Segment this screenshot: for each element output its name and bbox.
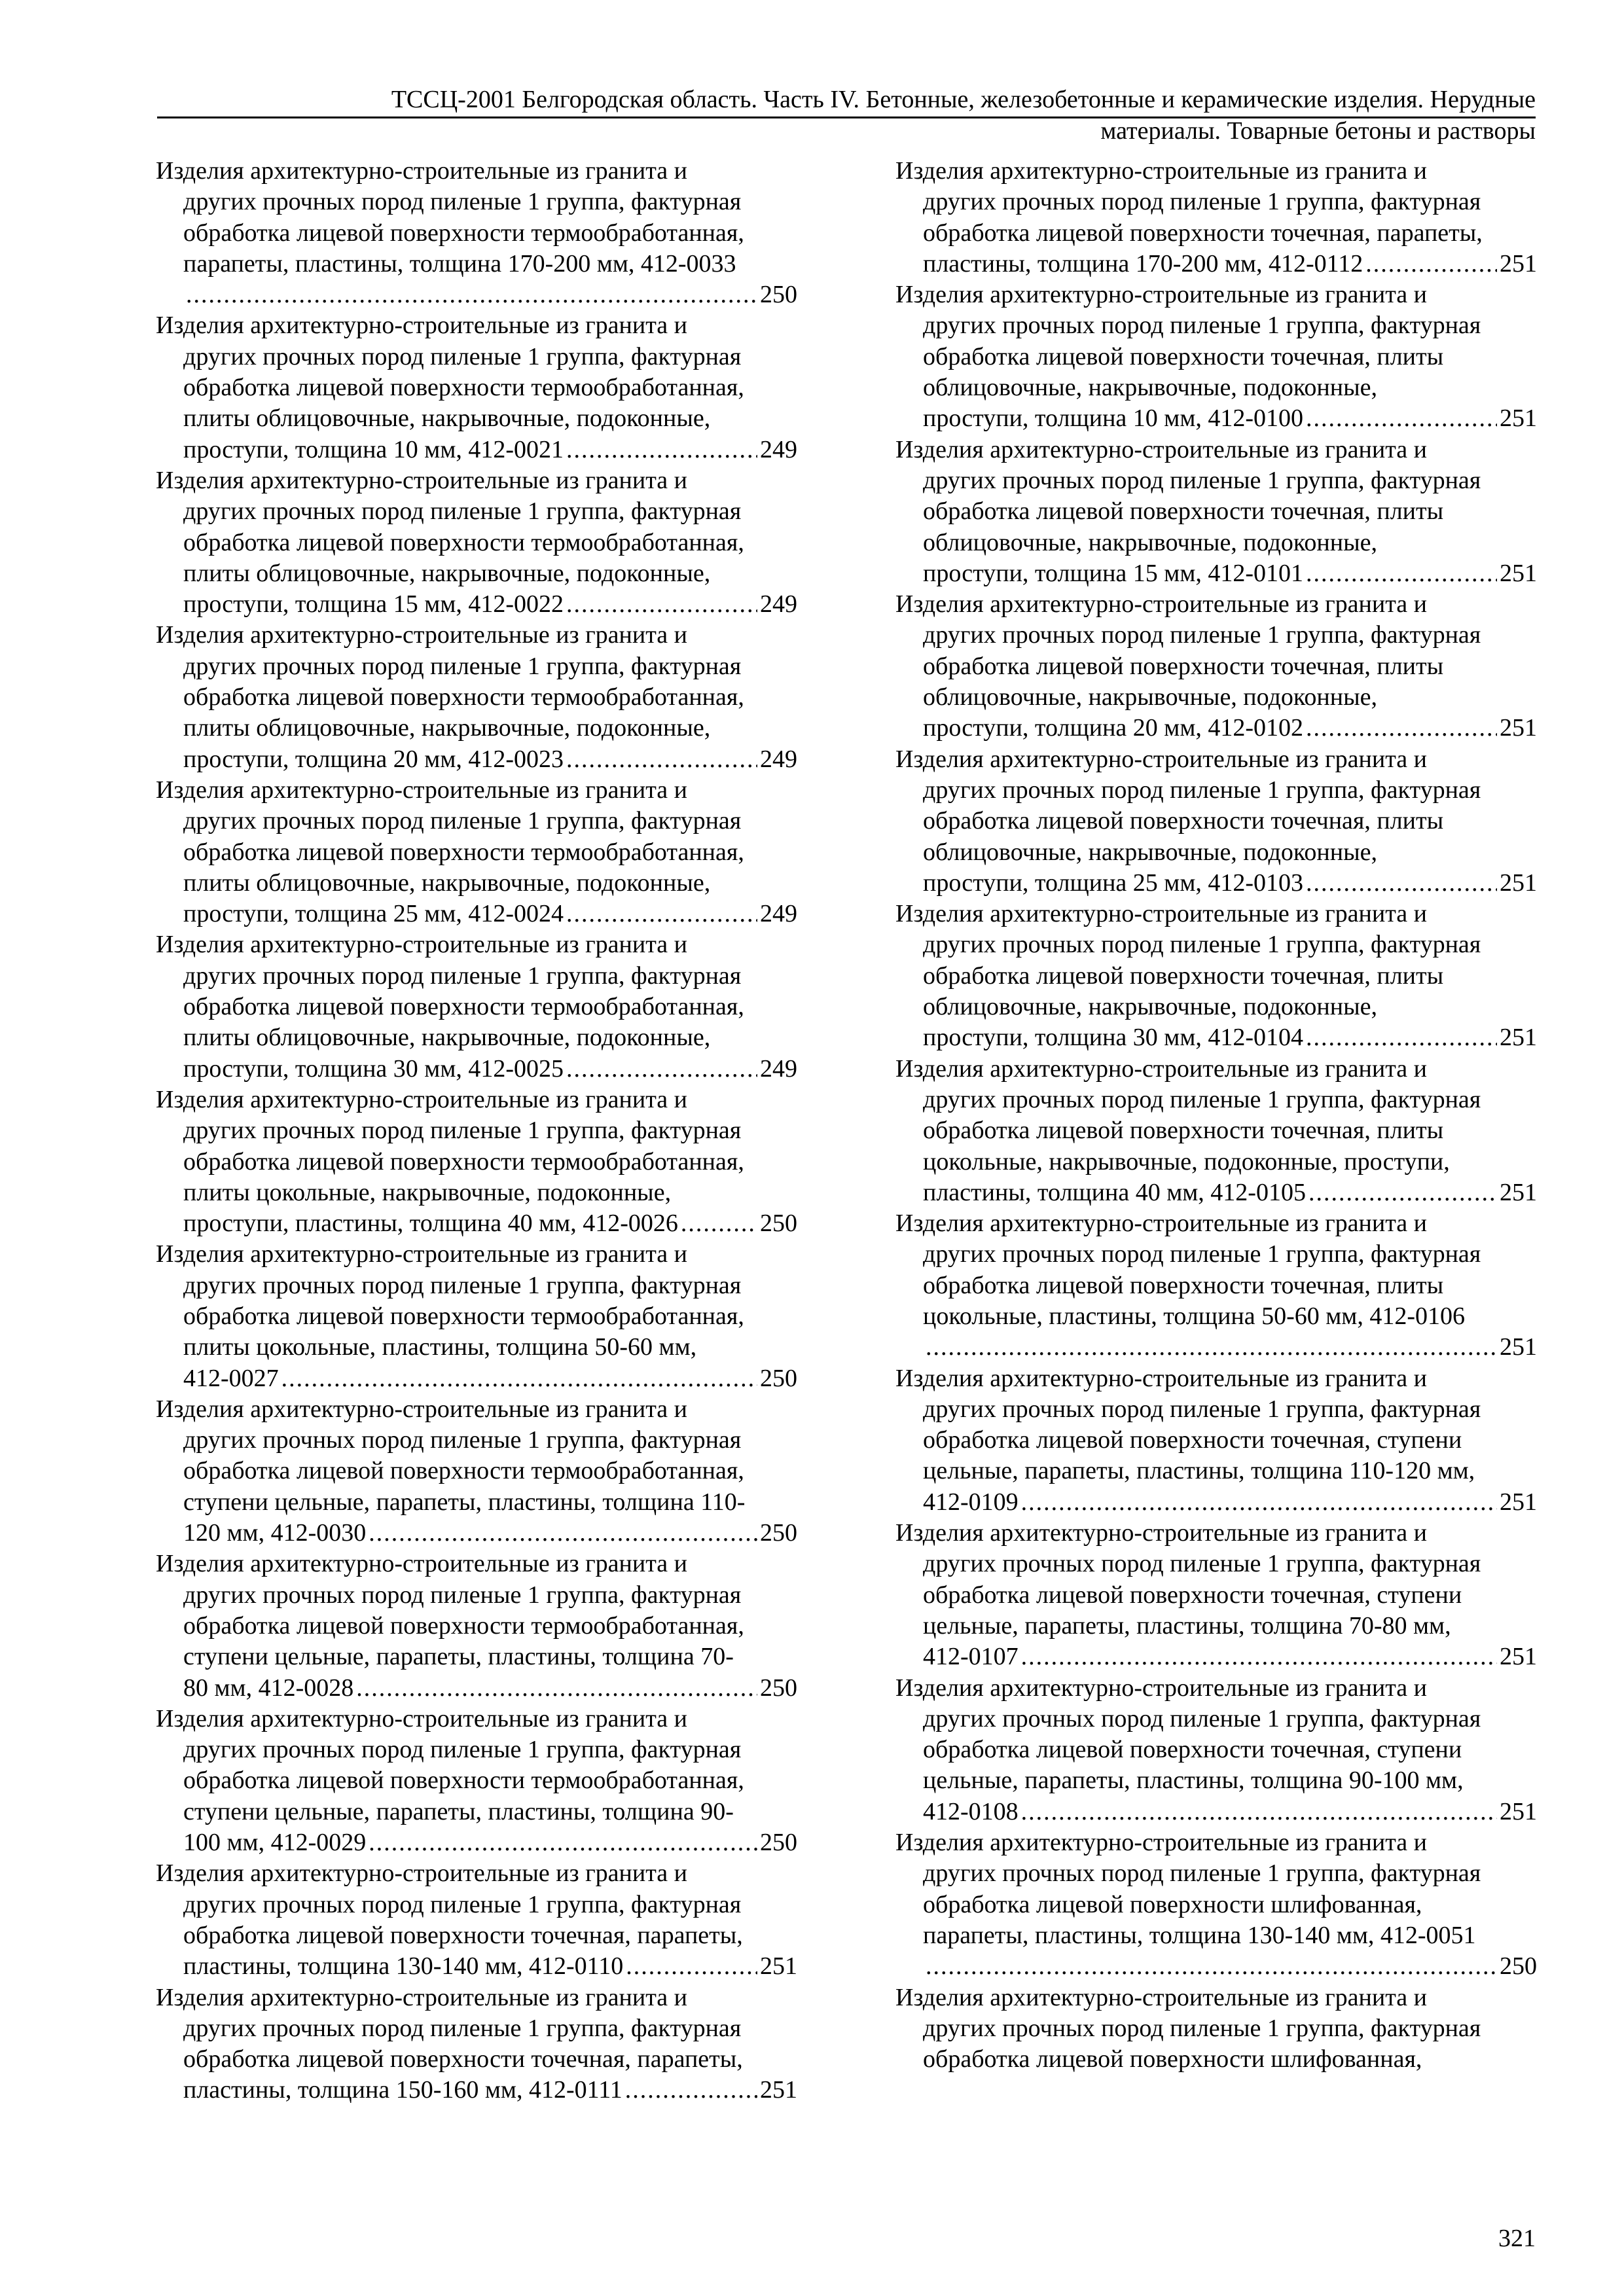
dot-leader: [1308, 1177, 1497, 1208]
index-entry-line: парапеты, пластины, толщина 170-200 мм, 412-0033: [183, 249, 736, 278]
index-entry-line: Изделия архитектурно-строительные из гранита и: [895, 1054, 1427, 1083]
index-entry-line: облицовочные, накрывочные, подоконные,: [923, 838, 1377, 866]
index-column-right: [895, 156, 1537, 2075]
index-entry-line: Изделия архитектурно-строительные из гранита и: [895, 745, 1427, 773]
index-entry-tail: 412-0108: [923, 1797, 1019, 1825]
running-header: [157, 84, 1536, 147]
index-entry-line: других прочных пород пиленые 1 группа, фактурная: [923, 1085, 1481, 1113]
index-entry-line: обработка лицевой поверхности точечная, плиты: [923, 1271, 1444, 1299]
index-entry-line: других прочных пород пиленые 1 группа, фактурная: [183, 1271, 742, 1299]
index-entry-line: плиты цокольные, пластины, толщина 50-60 мм,: [183, 1333, 697, 1361]
index-entry-leader-row: [895, 249, 1537, 279]
index-entry-tail: проступи, толщина 10 мм, 412-0021: [183, 435, 564, 463]
index-entry: [156, 620, 797, 774]
index-entry-line: плиты облицовочные, накрывочные, подоконные,: [183, 1024, 711, 1052]
index-entry-leader-row: [895, 1332, 1537, 1363]
index-entry-line: обработка лицевой поверхности термообработанная,: [183, 838, 744, 866]
index-entry: [156, 929, 797, 1084]
index-entry-tail: 80 мм, 412-0028: [183, 1674, 354, 1702]
index-entry-line: других прочных пород пиленые 1 группа, фактурная: [183, 342, 742, 370]
index-entry-line: других прочных пород пиленые 1 группа, фактурная: [923, 1550, 1481, 1578]
index-entry: [156, 1982, 797, 2106]
index-entry-leader-row: [895, 1022, 1537, 1053]
index-entry-line: Изделия архитектурно-строительные из гранита и: [895, 435, 1427, 463]
index-entry-leader-row: [156, 744, 797, 775]
index-entry-line: Изделия архитектурно-строительные из гранита и: [156, 1085, 687, 1113]
index-entry-line: плиты облицовочные, накрывочные, подоконные,: [183, 559, 711, 587]
dot-leader: [1365, 249, 1497, 279]
index-entry-line: обработка лицевой поверхности термообработанная,: [183, 528, 744, 556]
index-entry: [156, 1239, 797, 1393]
index-entry-page-ref: 251: [1500, 1488, 1537, 1516]
index-entry-tail: пластины, толщина 150-160 мм, 412-0111: [183, 2076, 623, 2104]
index-entry-page-ref: 249: [760, 590, 797, 619]
index-entry-tail: пластины, толщина 130-140 мм, 412-0110: [183, 1952, 624, 1981]
index-entry-line: цельные, парапеты, пластины, толщина 70-80 мм,: [923, 1611, 1451, 1640]
running-header-line-1: ТССЦ-2001 Белгородская область. Часть IV. Бетонные, железобетонные и керамические изделия. Нерудные: [391, 86, 1536, 113]
dot-leader: [926, 1951, 1497, 1982]
index-entry-page-ref: 249: [760, 745, 797, 773]
index-entry-line: обработка лицевой поверхности термообработанная,: [183, 1457, 744, 1485]
index-entry-page-ref: 251: [1500, 559, 1537, 587]
index-entry-line: Изделия архитектурно-строительные из гранита и: [895, 1364, 1427, 1392]
index-entry-line: плиты облицовочные, накрывочные, подоконные,: [183, 869, 711, 897]
index-entry-page-ref: 251: [1500, 1178, 1537, 1206]
index-entry-line: обработка лицевой поверхности точечная, плиты: [923, 807, 1444, 835]
index-entry-leader-row: [156, 279, 797, 310]
index-entry: [895, 1827, 1537, 1982]
dot-leader: [186, 279, 757, 310]
index-entry-line: обработка лицевой поверхности термообработанная,: [183, 993, 744, 1021]
index-entry-line: обработка лицевой поверхности точечная, парапеты,: [923, 219, 1483, 247]
index-entry-tail: пластины, толщина 170-200 мм, 412-0112: [923, 249, 1363, 278]
index-entry-tail: проступи, толщина 30 мм, 412-0025: [183, 1054, 564, 1083]
index-entry-line: других прочных пород пиленые 1 группа, фактурная: [923, 1395, 1481, 1423]
index-entry-line: других прочных пород пиленые 1 группа, фактурная: [923, 1859, 1481, 1888]
index-entry-page-ref: 251: [1500, 1643, 1537, 1671]
dot-leader: [566, 435, 757, 465]
index-entry-line: цокольные, накрывочные, подоконные, проступи,: [923, 1147, 1450, 1175]
index-entry-line: Изделия архитектурно-строительные из гранита и: [156, 312, 687, 340]
index-entry-line: других прочных пород пиленые 1 группа, фактурная: [923, 466, 1481, 494]
index-entry-line: плиты облицовочные, накрывочные, подоконные,: [183, 714, 711, 742]
index-entry-line: других прочных пород пиленые 1 группа, фактурная: [183, 961, 742, 990]
index-entry-line: других прочных пород пиленые 1 группа, фактурная: [183, 652, 742, 680]
index-entry-line: других прочных пород пиленые 1 группа, фактурная: [923, 931, 1481, 959]
index-entry-line: других прочных пород пиленые 1 группа, фактурная: [183, 1581, 742, 1609]
index-entry: [156, 1704, 797, 1858]
index-entry-page-ref: 249: [760, 435, 797, 463]
dot-leader: [625, 2075, 757, 2106]
index-entry-leader-row: [895, 868, 1537, 899]
index-entry-leader-row: [156, 899, 797, 929]
index-entry-line: плиты облицовочные, накрывочные, подоконные,: [183, 404, 711, 433]
index-entry-line: облицовочные, накрывочные, подоконные,: [923, 993, 1377, 1021]
index-entry-line: обработка лицевой поверхности термообработанная,: [183, 374, 744, 402]
dot-leader: [1021, 1797, 1497, 1827]
index-entry-line: Изделия архитектурно-строительные из гранита и: [895, 1519, 1427, 1547]
index-entry: [156, 1085, 797, 1239]
index-entry: [895, 1208, 1537, 1363]
index-entry-leader-row: [156, 1518, 797, 1549]
index-entry-line: обработка лицевой поверхности точечная, плиты: [923, 497, 1444, 526]
index-entry-line: обработка лицевой поверхности термообработанная,: [183, 683, 744, 711]
index-entry-line: Изделия архитектурно-строительные из гранита и: [156, 1704, 687, 1732]
dot-leader: [1021, 1487, 1497, 1518]
index-entry-tail: пластины, толщина 40 мм, 412-0105: [923, 1178, 1306, 1206]
index-entry-line: Изделия архитектурно-строительные из гранита и: [156, 776, 687, 804]
index-entry-tail: 120 мм, 412-0030: [183, 1519, 367, 1547]
dot-leader: [356, 1673, 757, 1704]
index-entry-line: других прочных пород пиленые 1 группа, фактурная: [923, 312, 1481, 340]
dot-leader: [1021, 1641, 1497, 1672]
index-entry-line: обработка лицевой поверхности точечная, ступени: [923, 1426, 1462, 1454]
index-entry-page-ref: 250: [760, 1674, 797, 1702]
index-entry: [156, 1858, 797, 1982]
index-entry: [895, 435, 1537, 589]
index-entry-leader-row: [156, 1951, 797, 1982]
index-entry-line: обработка лицевой поверхности точечная, ступени: [923, 1736, 1462, 1764]
index-entry-tail: проступи, толщина 25 мм, 412-0024: [183, 900, 564, 928]
index-entry-page-ref: 250: [760, 1364, 797, 1392]
dot-leader: [1306, 403, 1497, 434]
index-entry: [895, 899, 1537, 1053]
index-entry-line: обработка лицевой поверхности точечная, ступени: [923, 1581, 1462, 1609]
index-entry-tail: проступи, толщина 30 мм, 412-0104: [923, 1024, 1304, 1052]
index-entry-line: ступени цельные, парапеты, пластины, толщина 70-: [183, 1643, 734, 1671]
index-entry-line: облицовочные, накрывочные, подоконные,: [923, 374, 1377, 402]
dot-leader: [566, 1054, 757, 1085]
index-entry-page-ref: 250: [760, 281, 797, 309]
index-entry-line: Изделия архитектурно-строительные из гранита и: [156, 931, 687, 959]
index-entry-line: цокольные, пластины, толщина 50-60 мм, 412-0106: [923, 1302, 1466, 1330]
index-column-left: [156, 156, 797, 2106]
index-entry-line: Изделия архитектурно-строительные из гранита и: [895, 1829, 1427, 1857]
index-entry-line: Изделия архитектурно-строительные из гранита и: [156, 1859, 687, 1888]
index-entry-page-ref: 250: [760, 1829, 797, 1857]
index-entry-leader-row: [156, 1208, 797, 1239]
index-entry-line: обработка лицевой поверхности термообработанная,: [183, 1611, 744, 1640]
index-entry-line: других прочных пород пиленые 1 группа, фактурная: [183, 1736, 742, 1764]
index-entry-line: Изделия архитектурно-строительные из гранита и: [895, 1210, 1427, 1238]
index-entry-leader-row: [895, 1797, 1537, 1827]
index-entry-line: обработка лицевой поверхности точечная, парапеты,: [183, 2045, 743, 2073]
index-entry-tail: проступи, пластины, толщина 40 мм, 412-0026: [183, 1210, 678, 1238]
dot-leader: [1306, 713, 1497, 744]
index-entry-page-ref: 251: [760, 1952, 797, 1981]
index-entry-page-ref: 249: [760, 1054, 797, 1083]
index-entry-line: обработка лицевой поверхности точечная, плиты: [923, 961, 1444, 990]
index-entry-line: других прочных пород пиленые 1 группа, фактурная: [923, 1704, 1481, 1732]
index-entry-leader-row: [156, 1673, 797, 1704]
index-entry-page-ref: 251: [1500, 869, 1537, 897]
index-entry-line: других прочных пород пиленые 1 группа, фактурная: [183, 1117, 742, 1145]
index-entry-leader-row: [895, 1951, 1537, 1982]
index-entry: [895, 1054, 1537, 1208]
index-entry: [895, 1982, 1537, 2075]
dot-leader: [1306, 558, 1497, 589]
running-header-line-2: материалы. Товарные бетоны и растворы: [1100, 117, 1536, 145]
dot-leader: [566, 899, 757, 929]
index-entry-tail: 100 мм, 412-0029: [183, 1829, 367, 1857]
index-entry-page-ref: 251: [760, 2076, 797, 2104]
index-entry: [895, 1363, 1537, 1518]
index-entry-line: Изделия архитектурно-строительные из гранита и: [156, 621, 687, 649]
index-entry-tail: 412-0109: [923, 1488, 1019, 1516]
dot-leader: [281, 1363, 757, 1394]
index-entry-line: цельные, парапеты, пластины, толщина 110-120 мм,: [923, 1457, 1475, 1485]
index-entry-line: Изделия архитектурно-строительные из гранита и: [156, 1983, 687, 2011]
index-entry-line: других прочных пород пиленые 1 группа, фактурная: [923, 1240, 1481, 1268]
index-entry-line: Изделия архитектурно-строительные из гранита и: [895, 900, 1427, 928]
index-entry-line: цельные, парапеты, пластины, толщина 90-100 мм,: [923, 1767, 1464, 1795]
index-entry-line: Изделия архитектурно-строительные из гранита и: [156, 157, 687, 185]
index-entry-line: других прочных пород пиленые 1 группа, фактурная: [183, 188, 742, 216]
index-entry: [895, 1673, 1537, 1827]
index-entry: [895, 156, 1537, 279]
index-entry-page-ref: 251: [1500, 714, 1537, 742]
index-entry-leader-row: [895, 558, 1537, 589]
index-entry-tail: проступи, толщина 20 мм, 412-0023: [183, 745, 564, 773]
index-entry-line: обработка лицевой поверхности термообработанная,: [183, 1147, 744, 1175]
dot-leader: [369, 1518, 757, 1549]
index-entry-page-ref: 250: [760, 1519, 797, 1547]
index-entry-line: плиты цокольные, накрывочные, подоконные,: [183, 1178, 672, 1206]
dot-leader: [681, 1208, 757, 1239]
index-entry: [156, 1394, 797, 1549]
index-entry-line: обработка лицевой поверхности точечная, парапеты,: [183, 1921, 743, 1949]
index-entry-leader-row: [895, 1177, 1537, 1208]
index-entry-line: других прочных пород пиленые 1 группа, фактурная: [183, 2014, 742, 2042]
index-entry: [156, 465, 797, 620]
index-entry: [895, 744, 1537, 899]
index-entry-leader-row: [895, 1641, 1537, 1672]
index-entry-line: обработка лицевой поверхности точечная, плиты: [923, 1117, 1444, 1145]
index-entry-page-ref: 251: [1500, 404, 1537, 433]
index-entry-line: обработка лицевой поверхности термообработанная,: [183, 1767, 744, 1795]
dot-leader: [566, 589, 757, 620]
index-entry-page-ref: 250: [760, 1210, 797, 1238]
dot-leader: [1306, 868, 1497, 899]
index-entry-page-ref: 251: [1500, 249, 1537, 278]
index-entry-line: других прочных пород пиленые 1 группа, фактурная: [923, 188, 1481, 216]
index-entry-leader-row: [156, 1363, 797, 1394]
dot-leader: [1306, 1022, 1497, 1053]
index-entry-tail: проступи, толщина 20 мм, 412-0102: [923, 714, 1304, 742]
index-entry-line: других прочных пород пиленые 1 группа, фактурная: [183, 807, 742, 835]
index-entry-line: обработка лицевой поверхности точечная, плиты: [923, 652, 1444, 680]
index-entry-leader-row: [156, 1827, 797, 1858]
index-entry: [895, 1518, 1537, 1672]
index-entry-tail: проступи, толщина 15 мм, 412-0022: [183, 590, 564, 619]
dot-leader: [566, 744, 757, 775]
index-entry-page-ref: 249: [760, 900, 797, 928]
index-entry-line: Изделия архитектурно-строительные из гранита и: [156, 1240, 687, 1268]
index-entry-leader-row: [156, 589, 797, 620]
index-entry-line: Изделия архитектурно-строительные из гранита и: [895, 281, 1427, 309]
index-entry-leader-row: [156, 435, 797, 465]
index-entry-line: Изделия архитектурно-строительные из гранита и: [156, 466, 687, 494]
index-entry-line: ступени цельные, парапеты, пластины, толщина 90-: [183, 1797, 734, 1825]
index-entry-line: Изделия архитектурно-строительные из гранита и: [895, 1983, 1427, 2011]
dot-leader: [926, 1332, 1497, 1363]
index-entry-line: других прочных пород пиленые 1 группа, фактурная: [183, 1890, 742, 1918]
index-entry: [895, 589, 1537, 744]
index-entry-line: обработка лицевой поверхности шлифованная,: [923, 1890, 1422, 1918]
dot-leader: [369, 1827, 757, 1858]
index-entry-tail: проступи, толщина 10 мм, 412-0100: [923, 404, 1304, 433]
index-entry-line: Изделия архитектурно-строительные из гранита и: [156, 1395, 687, 1423]
index-entry-line: обработка лицевой поверхности точечная, плиты: [923, 342, 1444, 370]
index-entry: [895, 279, 1537, 434]
index-entry-line: других прочных пород пиленые 1 группа, фактурная: [923, 2014, 1481, 2042]
index-entry-line: облицовочные, накрывочные, подоконные,: [923, 528, 1377, 556]
index-entry-tail: 412-0027: [183, 1364, 279, 1392]
index-entry: [156, 1549, 797, 1703]
index-entry-line: Изделия архитектурно-строительные из гранита и: [156, 1550, 687, 1578]
index-entry-page-ref: 251: [1500, 1333, 1537, 1361]
index-entry-tail: 412-0107: [923, 1643, 1019, 1671]
index-entry-line: других прочных пород пиленые 1 группа, фактурная: [183, 497, 742, 526]
index-entry-line: обработка лицевой поверхности шлифованная,: [923, 2045, 1422, 2073]
index-entry-page-ref: 251: [1500, 1024, 1537, 1052]
index-entry: [156, 310, 797, 465]
index-entry-leader-row: [895, 403, 1537, 434]
dot-leader: [626, 1951, 757, 1982]
index-entry-line: других прочных пород пиленые 1 группа, фактурная: [183, 1426, 742, 1454]
index-entry-leader-row: [895, 1487, 1537, 1518]
index-entry-page-ref: 250: [1500, 1952, 1537, 1981]
index-entry-leader-row: [156, 1054, 797, 1085]
header-rule: [157, 117, 1536, 118]
index-entry: [156, 775, 797, 929]
index-entry-line: Изделия архитектурно-строительные из гранита и: [895, 590, 1427, 619]
index-entry-line: облицовочные, накрывочные, подоконные,: [923, 683, 1377, 711]
index-entry-line: парапеты, пластины, толщина 130-140 мм, 412-0051: [923, 1921, 1476, 1949]
index-entry: [156, 156, 797, 310]
index-entry-line: обработка лицевой поверхности термообработанная,: [183, 219, 744, 247]
index-entry-line: Изделия архитектурно-строительные из гранита и: [895, 1674, 1427, 1702]
index-entry-line: других прочных пород пиленые 1 группа, фактурная: [923, 776, 1481, 804]
index-entry-line: Изделия архитектурно-строительные из гранита и: [895, 157, 1427, 185]
index-entry-tail: проступи, толщина 25 мм, 412-0103: [923, 869, 1304, 897]
index-entry-line: обработка лицевой поверхности термообработанная,: [183, 1302, 744, 1330]
page-number: 321: [1498, 2225, 1536, 2252]
index-entry-leader-row: [895, 713, 1537, 744]
index-entry-tail: проступи, толщина 15 мм, 412-0101: [923, 559, 1304, 587]
index-entry-line: ступени цельные, парапеты, пластины, толщина 110-: [183, 1488, 746, 1516]
index-entry-page-ref: 251: [1500, 1797, 1537, 1825]
index-entry-leader-row: [156, 2075, 797, 2106]
index-entry-line: других прочных пород пиленые 1 группа, фактурная: [923, 621, 1481, 649]
